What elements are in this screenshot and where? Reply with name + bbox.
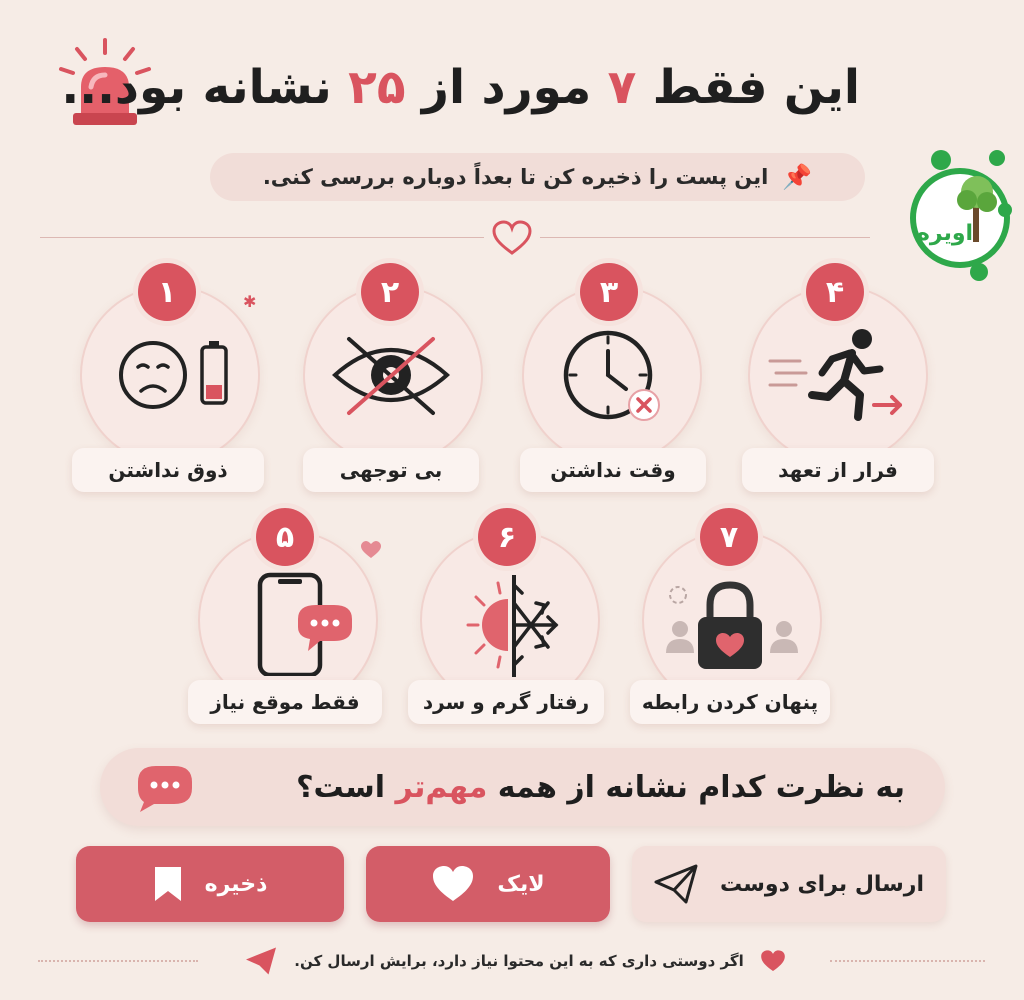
paper-plane-icon [244,946,278,976]
sign-number-badge: ۵ [256,508,314,566]
pin-icon: 📌 [782,163,813,191]
sad-face-low-battery-icon [98,325,238,425]
sign-number-badge: ۶ [478,508,536,566]
bookmark-icon [153,865,183,903]
sparkle-icon: ✱ [243,292,257,311]
sign-number-badge: ۴ [806,263,864,321]
sign-card-2 [303,274,493,475]
question-banner [100,748,945,826]
sign-label-2: بی توجهی [303,448,479,492]
running-person-icon [766,325,906,425]
save-hint-banner [210,153,865,201]
crossed-eye-icon [321,325,461,425]
chat-bubble-icon [132,762,196,814]
footer-divider-right [830,960,985,962]
sign-number-badge: ۳ [580,263,638,321]
sign-label-4: فرار از تعهد [742,448,934,492]
title-number-seven: ۷ [607,60,637,115]
sign-label-3: وقت نداشتن [520,448,706,492]
heart-outline-icon [490,219,534,257]
heart-icon [431,864,475,904]
sign-number-badge: ۷ [700,508,758,566]
sign-number-badge: ۲ [361,263,419,321]
sign-label-6: رفتار گرم و سرد [408,680,604,724]
question-highlight: مهم‌تر [395,769,488,805]
question-text: به نظرت کدام نشانه از همه مهم‌تر است؟ [296,769,905,805]
lock-heart-icon [660,568,800,678]
paper-plane-icon [654,864,698,904]
save-button-label: ذخیره [204,871,268,897]
sun-snowflake-icon [438,568,578,678]
sign-card-4 [748,274,938,475]
phone-message-icon [216,566,356,676]
save-button[interactable] [76,846,344,922]
sign-number-badge: ۱ [138,263,196,321]
logo-text: اویره [916,221,974,246]
footer-text: اگر دوستی داری که به این محتوا نیاز دارد، برایش ارسال کن. [294,952,744,970]
title-number-25: ۲۵ [348,60,406,115]
footer-divider-left [38,960,198,962]
sign-card-3 [522,274,712,475]
sign-label-5: فقط موقع نیاز [188,680,382,724]
divider-right [540,237,870,238]
save-hint-text: این پست را ذخیره کن تا بعداً دوباره بررسی کنی. [262,165,769,189]
send-to-friend-button[interactable] [632,846,946,922]
like-button[interactable] [366,846,610,922]
clock-cancel-icon [540,325,680,425]
send-button-label: ارسال برای دوست [719,871,925,897]
divider-left [40,237,484,238]
brand-logo [905,140,1015,290]
like-button-label: لایک [497,871,545,897]
footer-note [205,944,825,978]
heart-icon [760,949,786,973]
sign-label-7: پنهان کردن رابطه [630,680,830,724]
sign-card-1 [80,274,270,475]
sign-label-1: ذوق نداشتن [72,448,264,492]
page-title: این فقط ۷ مورد از ۲۵ نشانه بود... [61,60,860,115]
